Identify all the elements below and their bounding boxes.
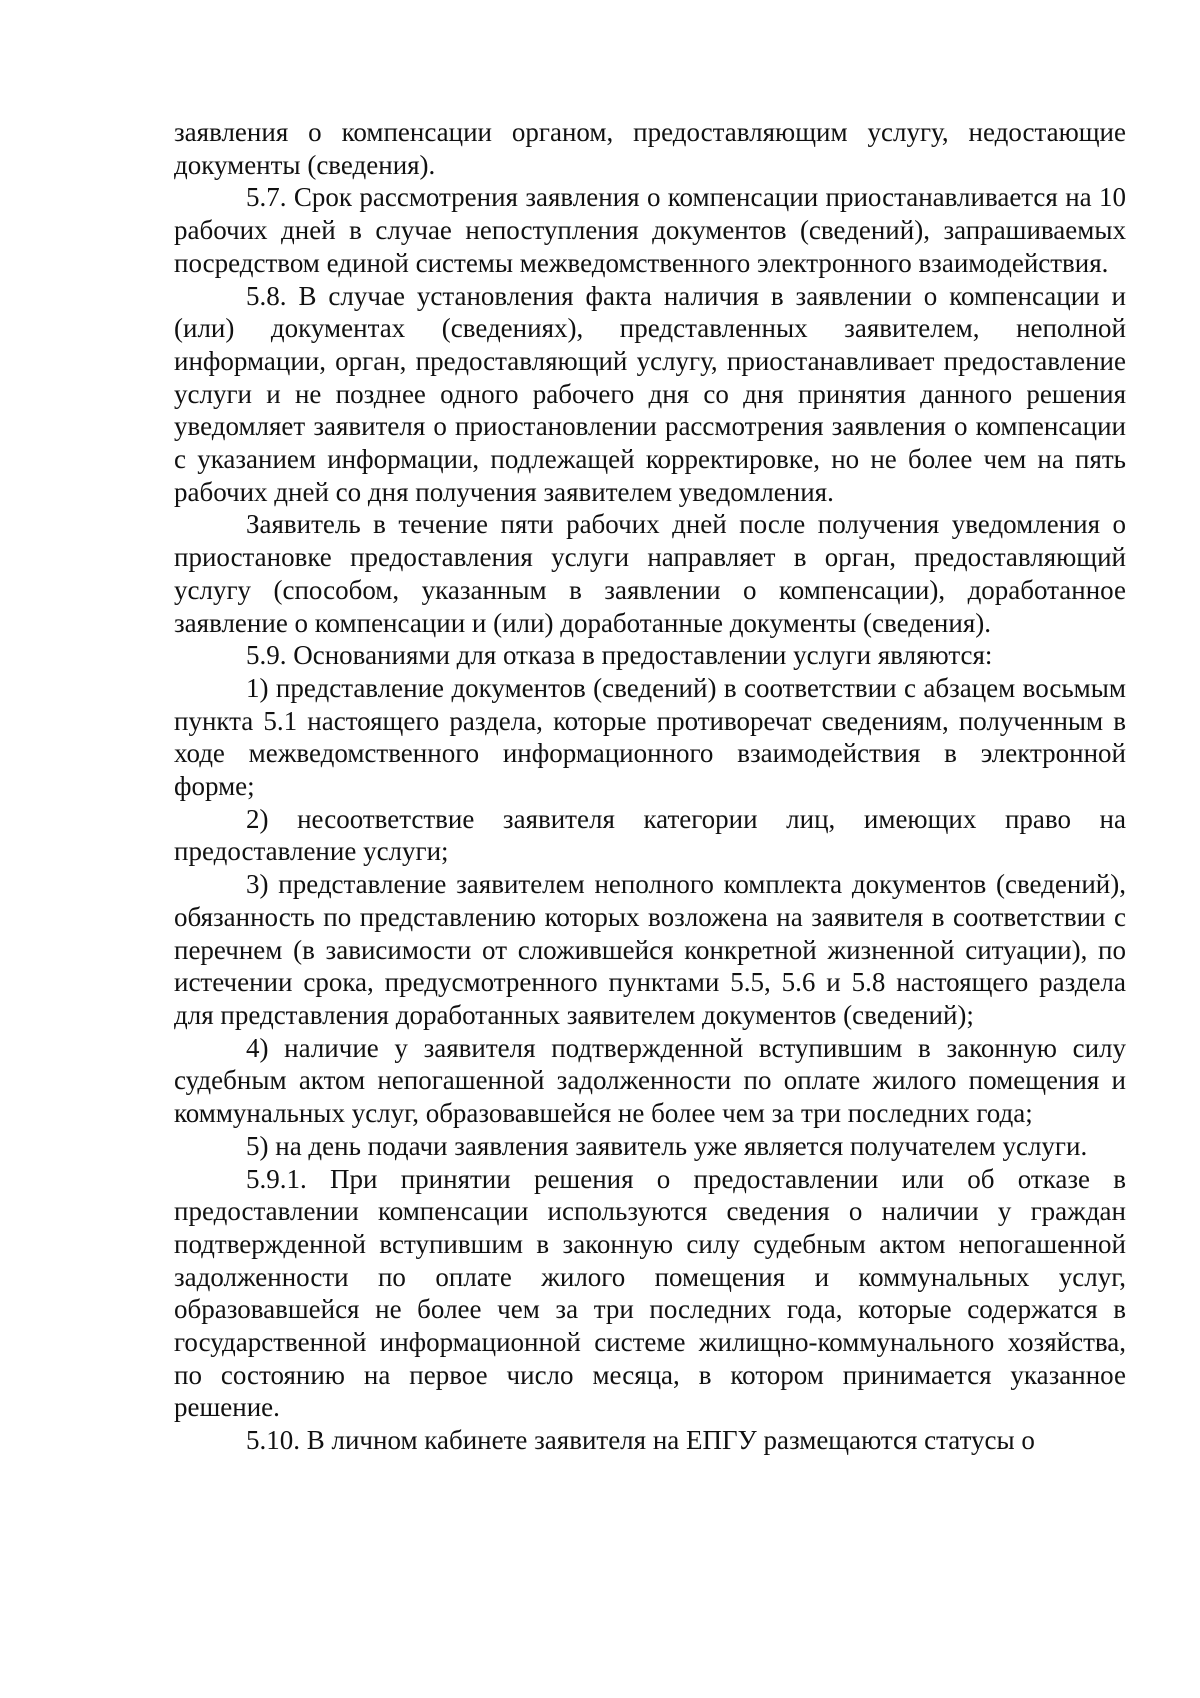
list-item-4: 4) наличие у заявителя подтвержденной вступившим в законную силу судебным актом непогашенной задолженности по оплате жилого помещения и коммунальных услуг, образовавшейся не более чем за три последних года; [174,1032,1126,1129]
paragraph-5-7: 5.7. Срок рассмотрения заявления о компенсации приостанавливается на 10 рабочих дней в случае непоступления документов (сведений), запрашиваемых посредством единой системы межведомственного электронного взаимодействия. [174,182,1126,278]
paragraph-5-9: 5.9. Основаниями для отказа в предоставлении услуги являются: [246,640,993,671]
paragraph-5-8: 5.8. В случае установления факта наличия в заявлении о компенсации и (или) документах (сведениях), представленных заявителем, неполной информации, орган, предоставляющий услугу, приостанавливает предоставление услуги и не позднее одного рабочего дня со дня принятия данного решения уведомляет заявителя о приостановлении рассмотрения заявления о компенсации с указанием информации, подлежащей корректировке, но не более чем на пять рабочих дней со дня получения заявителем уведомления. [174,280,1126,507]
paragraph-5-9-1: 5.9.1. При принятии решения о предоставлении или об отказе в предоставлении компенсации используются сведения о наличии у граждан подтвержденной вступившим в законную силу судебным актом непогашенной задолженности по оплате жилого помещения и коммунальных услуг, образовавшейся не более чем за три последних года, которые содержатся в государственной информационной системе жилищно-коммунального хозяйства, по состоянию на первое число месяца, в котором принимается указанное решение. [174,1163,1126,1423]
paragraph-5-10: 5.10. В личном кабинете заявителя на ЕПГУ размещаются статусы о [246,1425,1035,1456]
paragraph-applicant-response: Заявитель в течение пяти рабочих дней после получения уведомления о приостановке предоставления услуги направляет в орган, предоставляющий услугу (способом, указанным в заявлении о компенсации), доработанное заявление о компенсации и (или) доработанные документы (сведения). [174,509,1126,638]
list-item-3: 3) представление заявителем неполного комплекта документов (сведений), обязанность по представлению которых возложена на заявителя в соответствии с перечнем (в зависимости от сложившейся конкретной жизненной ситуации), по истечении срока, предусмотренного пунктами 5.5, 5.6 и 5.8 настоящего раздела для представления доработанных заявителем документов (сведений); [174,869,1126,1030]
document-page [174,116,1126,1457]
list-item-5: 5) на день подачи заявления заявитель уже является получателем услуги. [246,1130,1088,1161]
list-item-1: 1) представление документов (сведений) в соответствии с абзацем восьмым пункта 5.1 настоящего раздела, которые противоречат сведениям, полученным в ходе межведомственного информационного взаимодействия в электронной форме; [174,672,1126,802]
paragraph-continuation: заявления о компенсации органом, предоставляющим услугу, недостающие документы (сведения). [174,117,1126,180]
list-item-2: 2) несоответствие заявителя категории лиц, имеющих право на предоставление услуги; [174,803,1126,867]
